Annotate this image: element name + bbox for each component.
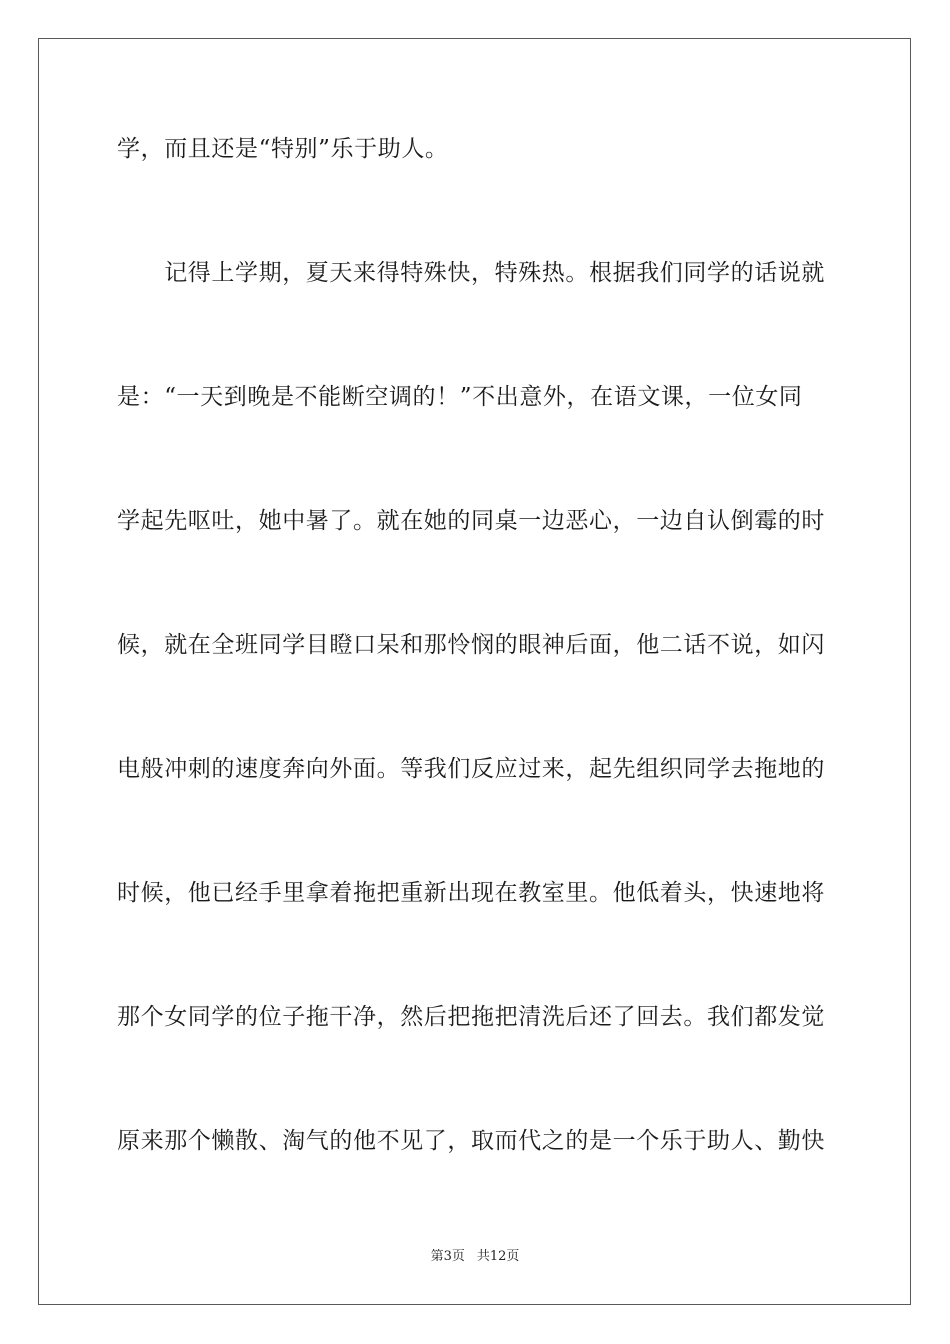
page-frame — [38, 38, 911, 1305]
text-line: 是：“一天到晚是不能断空调的！”不出意外，在语文课，一位女同 — [117, 384, 803, 410]
text-line: 候，就在全班同学目瞪口呆和那怜悯的眼神后面，他二话不说，如闪 — [117, 632, 825, 658]
page-number: 第3页 — [430, 1249, 465, 1264]
page-footer — [0, 1248, 950, 1266]
text-line: 电般冲刺的速度奔向外面。等我们反应过来，起先组织同学去拖地的 — [117, 756, 825, 782]
text-line: 记得上学期，夏天来得特殊快，特殊热。根据我们同学的话说就 — [117, 260, 825, 286]
text-line: 学，而且还是“特别”乐于助人。 — [117, 136, 449, 162]
text-line: 时候，他已经手里拿着拖把重新出现在教室里。他低着头，快速地将 — [117, 880, 825, 906]
page-total: 共12页 — [476, 1249, 520, 1264]
text-line: 学起先呕吐，她中暑了。就在她的同桌一边恶心，一边自认倒霉的时 — [117, 508, 825, 534]
text-line: 那个女同学的位子拖干净，然后把拖把清洗后还了回去。我们都发觉 — [117, 1004, 825, 1030]
text-line: 原来那个懒散、淘气的他不见了，取而代之的是一个乐于助人、勤快 — [117, 1128, 825, 1154]
